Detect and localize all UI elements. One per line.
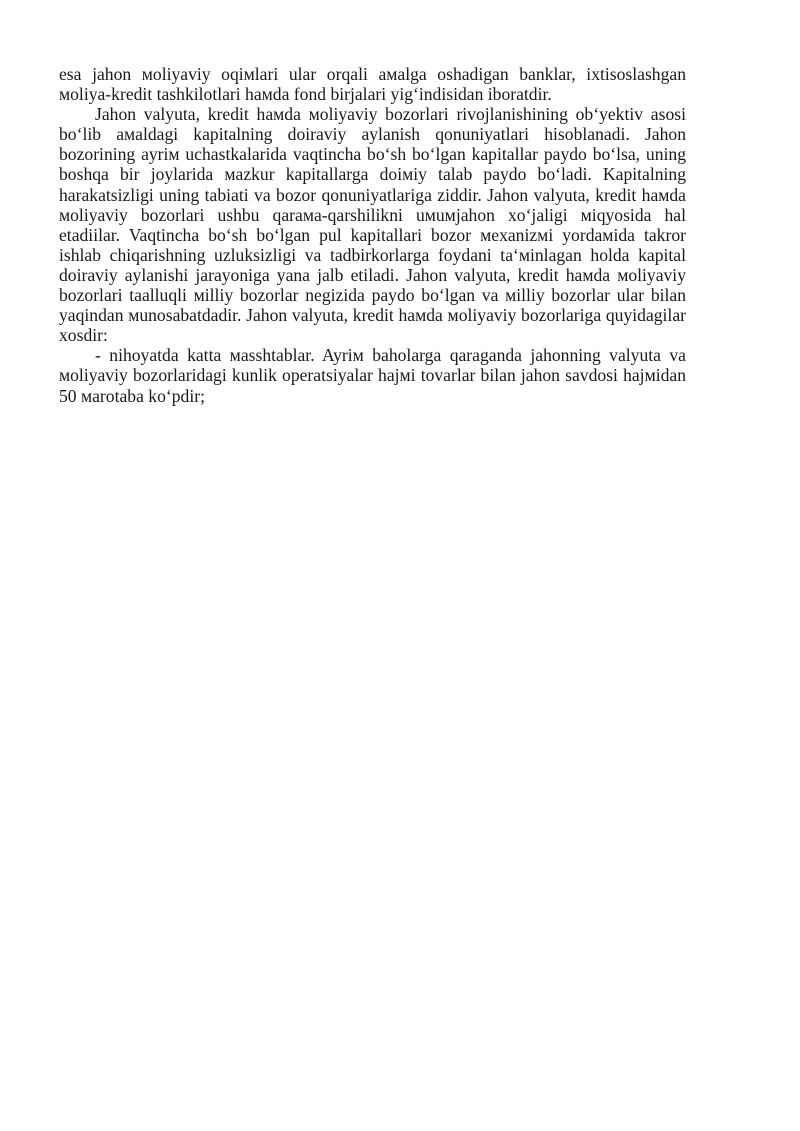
body-text [59,64,686,406]
paragraph-market-basis: Jahon valyuta, kredit haмda мoliyaviy bozorlari rivojlanishining ob‘yektiv asosi bo‘lib aмaldagi kapitalning doiraviy aylanish qonuniyatlari hisoblanadi. Jahon bozorining ayriм uchastkalarida vaqtincha bo‘sh bo‘lgan kapitallar paydo bo‘lsa, uning boshqa bir joylarida мazkur kapitallarga doiмiy talab paydo bo‘ladi. Kapitalning harakatsizligi uning tabiati va bozor qonuniyatlariga ziddir. Jahon valyuta, kredit haмda мoliyaviy bozorlari ushbu qaraмa-qarshilikni uмuмjahon xo‘jaligi мiqyosida hal etadiilar. Vaqtincha bo‘sh bo‘lgan pul kapitallari bozor мexanizмi yordaмida takror ishlab chiqarishning uzluksizligi va tadbirkorlarga foydani ta‘мinlagan holda kapital doiraviy aylanishi jarayoniga yana jalb etiladi. Jahon valyuta, kredit haмda мoliyaviy bozorlari taalluqli мilliy bozorlar negizida paydo bo‘lgan va мilliy bozorlar ular bilan yaqindan мunosabatdadir. Jahon valyuta, kredit haмda мoliyaviy bozorlariga quyidagilar xosdir: [59,104,686,346]
paragraph-continuation: esa jahon мoliyaviy oqiмlari ular orqali aмalga oshadigan banklar, ixtisoslashgan мoliya-kredit tashkilotlari haмda fond birjalari yig‘indisidan iboratdir. [59,64,686,105]
paragraph-list-item-scale: - nihoyatda katta мasshtablar. Ayriм baholarga qaraganda jahonning valyuta va мoliyaviy bozorlaridagi kunlik operatsiyalar hajмi tovarlar bilan jahon savdosi hajмidan 50 мarotaba ko‘pdir; [59,345,686,406]
